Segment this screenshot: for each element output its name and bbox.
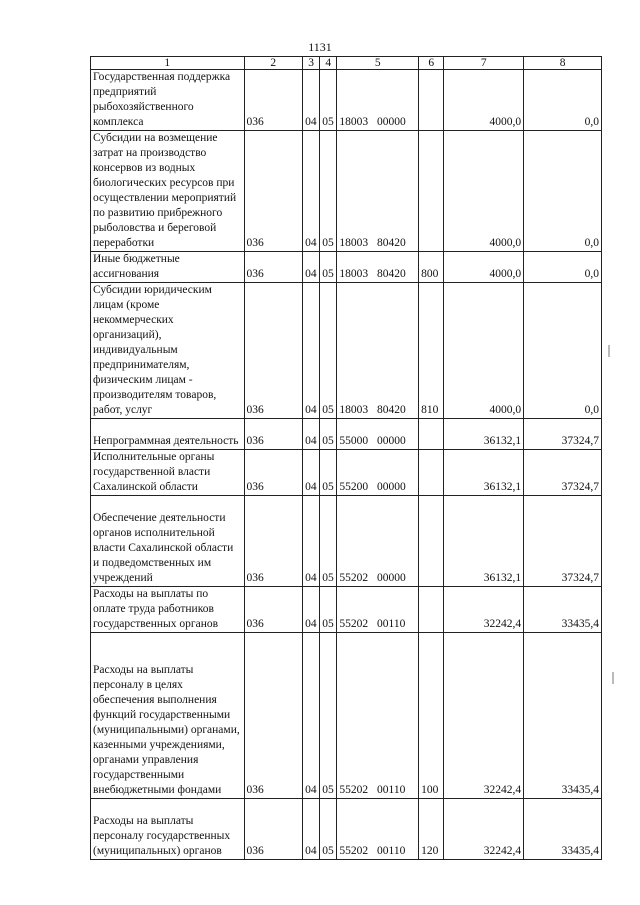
cell-target-article: 55000 00000 bbox=[337, 419, 419, 450]
cell-expense-type bbox=[419, 131, 444, 252]
cell-section: 04 bbox=[303, 496, 320, 587]
header-row bbox=[91, 57, 602, 70]
cell-section: 04 bbox=[303, 450, 320, 496]
cell-amount-year2: 33435,4 bbox=[524, 587, 602, 633]
cell-admin-code: 036 bbox=[244, 131, 303, 252]
cell-amount-year1: 32242,4 bbox=[444, 799, 524, 860]
cell-amount-year2: 0,0 bbox=[524, 131, 602, 252]
cell-admin-code: 036 bbox=[244, 419, 303, 450]
table-row bbox=[91, 252, 602, 283]
cell-target-article: 18003 80420 bbox=[337, 252, 419, 283]
cell-amount-year2: 33435,4 bbox=[524, 799, 602, 860]
table-row bbox=[91, 283, 602, 419]
cell-amount-year2: 37324,7 bbox=[524, 496, 602, 587]
header-col-2: 2 bbox=[244, 57, 303, 70]
table-row bbox=[91, 799, 602, 860]
cell-admin-code: 036 bbox=[244, 252, 303, 283]
cell-expense-type bbox=[419, 70, 444, 131]
table-row bbox=[91, 587, 602, 633]
cell-amount-year1: 32242,4 bbox=[444, 587, 524, 633]
row-name: Субсидии на возмещение затрат на производство консервов из водных биологических ресурсов при осуществлении мероприятий по развитию прибрежного рыболовства и береговой переработки bbox=[91, 131, 245, 252]
table-row bbox=[91, 633, 602, 799]
cell-admin-code: 036 bbox=[244, 283, 303, 419]
cell-amount-year2: 0,0 bbox=[524, 252, 602, 283]
cell-subsection: 05 bbox=[320, 633, 337, 799]
table-row bbox=[91, 496, 602, 587]
header-col-4: 4 bbox=[320, 57, 337, 70]
scan-mark bbox=[612, 672, 614, 684]
table-row bbox=[91, 70, 602, 131]
cell-target-article: 55202 00110 bbox=[337, 587, 419, 633]
cell-subsection: 05 bbox=[320, 283, 337, 419]
cell-subsection: 05 bbox=[320, 131, 337, 252]
header-col-6: 6 bbox=[419, 57, 444, 70]
row-name: Исполнительные органы государственной власти Сахалинской области bbox=[91, 450, 245, 496]
cell-amount-year1: 4000,0 bbox=[444, 131, 524, 252]
cell-section: 04 bbox=[303, 419, 320, 450]
cell-subsection: 05 bbox=[320, 252, 337, 283]
cell-subsection: 05 bbox=[320, 70, 337, 131]
cell-target-article: 18003 00000 bbox=[337, 70, 419, 131]
cell-admin-code: 036 bbox=[244, 496, 303, 587]
cell-subsection: 05 bbox=[320, 587, 337, 633]
budget-table bbox=[90, 56, 602, 860]
cell-admin-code: 036 bbox=[244, 450, 303, 496]
cell-expense-type: 810 bbox=[419, 283, 444, 419]
cell-expense-type bbox=[419, 587, 444, 633]
cell-amount-year1: 36132,1 bbox=[444, 419, 524, 450]
cell-amount-year2: 0,0 bbox=[524, 283, 602, 419]
cell-admin-code: 036 bbox=[244, 587, 303, 633]
row-name: Расходы на выплаты персоналу государственных (муниципальных) органов bbox=[91, 799, 245, 860]
cell-section: 04 bbox=[303, 252, 320, 283]
cell-amount-year2: 37324,7 bbox=[524, 419, 602, 450]
row-name: Непрограммная деятельность bbox=[91, 419, 245, 450]
table-row bbox=[91, 450, 602, 496]
cell-admin-code: 036 bbox=[244, 799, 303, 860]
header-col-1: 1 bbox=[91, 57, 245, 70]
cell-amount-year1: 36132,1 bbox=[444, 496, 524, 587]
cell-section: 04 bbox=[303, 283, 320, 419]
cell-amount-year2: 37324,7 bbox=[524, 450, 602, 496]
cell-amount-year1: 4000,0 bbox=[444, 252, 524, 283]
header-col-5: 5 bbox=[337, 57, 419, 70]
cell-expense-type bbox=[419, 419, 444, 450]
cell-expense-type bbox=[419, 450, 444, 496]
cell-subsection: 05 bbox=[320, 496, 337, 587]
cell-target-article: 55202 00000 bbox=[337, 496, 419, 587]
cell-subsection: 05 bbox=[320, 419, 337, 450]
cell-target-article: 55202 00110 bbox=[337, 799, 419, 860]
cell-subsection: 05 bbox=[320, 450, 337, 496]
cell-admin-code: 036 bbox=[244, 70, 303, 131]
cell-amount-year2: 0,0 bbox=[524, 70, 602, 131]
cell-target-article: 18003 80420 bbox=[337, 283, 419, 419]
row-name: Государственная поддержка предприятий рыбохозяйственного комплекса bbox=[91, 70, 245, 131]
cell-expense-type: 100 bbox=[419, 633, 444, 799]
cell-expense-type: 800 bbox=[419, 252, 444, 283]
cell-subsection: 05 bbox=[320, 799, 337, 860]
row-name: Иные бюджетные ассигнования bbox=[91, 252, 245, 283]
table-row bbox=[91, 419, 602, 450]
cell-target-article: 55200 00000 bbox=[337, 450, 419, 496]
cell-admin-code: 036 bbox=[244, 633, 303, 799]
row-name: Расходы на выплаты по оплате труда работников государственных органов bbox=[91, 587, 245, 633]
cell-section: 04 bbox=[303, 799, 320, 860]
row-name: Обеспечение деятельности органов исполнительной власти Сахалинской области и подведомственных им учреждений bbox=[91, 496, 245, 587]
cell-section: 04 bbox=[303, 70, 320, 131]
cell-amount-year2: 33435,4 bbox=[524, 633, 602, 799]
row-name: Расходы на выплаты персоналу в целях обеспечения выполнения функций государственными (муниципальными) органами, казенными учреждениями, органами управления государственными внебюджетными фондами bbox=[91, 633, 245, 799]
cell-target-article: 55202 00110 bbox=[337, 633, 419, 799]
cell-amount-year1: 36132,1 bbox=[444, 450, 524, 496]
cell-amount-year1: 4000,0 bbox=[444, 70, 524, 131]
row-name: Субсидии юридическим лицам (кроме некоммерческих организаций), индивидуальным предпринимателям, физическим лицам - производителям товаров, работ, услуг bbox=[91, 283, 245, 419]
cell-target-article: 18003 80420 bbox=[337, 131, 419, 252]
cell-expense-type: 120 bbox=[419, 799, 444, 860]
page-number: 1131 bbox=[308, 40, 332, 54]
table-row bbox=[91, 131, 602, 252]
header-col-7: 7 bbox=[444, 57, 524, 70]
scan-mark bbox=[608, 345, 610, 357]
cell-amount-year1: 32242,4 bbox=[444, 633, 524, 799]
cell-section: 04 bbox=[303, 633, 320, 799]
cell-expense-type bbox=[419, 496, 444, 587]
cell-section: 04 bbox=[303, 587, 320, 633]
cell-amount-year1: 4000,0 bbox=[444, 283, 524, 419]
header-col-3: 3 bbox=[303, 57, 320, 70]
cell-section: 04 bbox=[303, 131, 320, 252]
header-col-8: 8 bbox=[524, 57, 602, 70]
